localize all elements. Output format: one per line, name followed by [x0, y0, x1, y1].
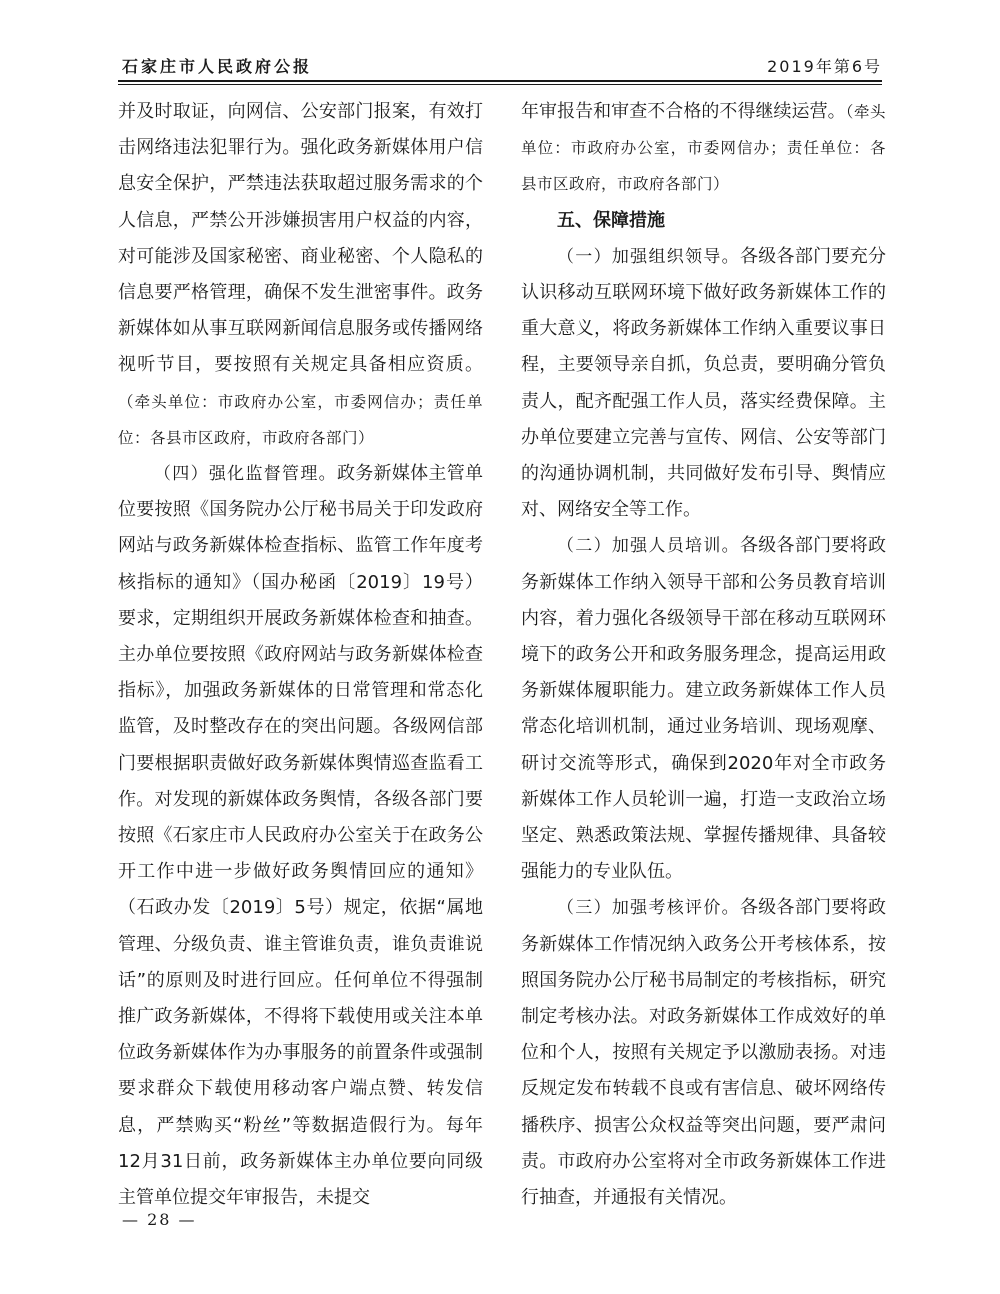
paragraph-text: 年审报告和审查不合格的不得继续运营。: [521, 101, 846, 122]
paragraph-continued: [521, 94, 886, 203]
responsibility-note: （牵头单位：市政府办公室，市委网信办；责任单位：各县市区政府，市政府各部门）: [118, 392, 483, 447]
paragraph-training: [521, 528, 886, 890]
issue-number: 2019年第6号: [767, 57, 882, 76]
paragraph-text: 各级各部门要将政务新媒体工作情况纳入政务公开考核体系，按照国务院办公厅秘书局制定的考核指标，研究制定考核办法。对政务新媒体工作成效好的单位和个人，按照有关规定予以激励表扬。对违反规定发布转载不良或有害信息、破坏网络传播秩序、损害公众权益等突出问题，要严肃问责。市政府办公室将对全市政务新媒体工作进行抽查，并通报有关情况。: [521, 897, 887, 1209]
page-number: — 28 —: [122, 1210, 197, 1229]
paragraph-text: 各级各部门要充分认识移动互联网环境下做好政务新媒体工作的重大意义，将政务新媒体工作纳入重要议事日程，主要领导亲自抓，负总责，要明确分管负责人，配齐配强工作人员，落实经费保障。主办单位要建立完善与宣传、网信、公安等部门的沟通协调机制，共同做好发布引导、舆情应对、网络安全等工作。: [521, 245, 887, 521]
paragraph-continued: [118, 94, 483, 456]
paragraph-text: 各级各部门要将政务新媒体工作纳入领导干部和公务员教育培训内容，着力强化各级领导干部在移动互联网环境下的政务公开和政务服务理念，提高运用政务新媒体履职能力。建立政务新媒体工作人员常态化培训机制，通过业务培训、现场观摩、研讨交流等形式，确保到2020年对全市政务新媒体工作人员轮训一遍，打造一支政治立场坚定、熟悉政策法规、掌握传播规律、具备较强能力的专业队伍。: [521, 535, 887, 883]
responsibility-note: （牵头单位：市政府办公室，市委网信办；责任单位：各县市区政府，市政府各部门）: [521, 103, 886, 194]
header-rule-thin: [118, 84, 882, 85]
section-heading: 五、保障措施: [557, 209, 665, 231]
header-rule: [118, 80, 882, 82]
paragraph-text: 政务新媒体主管单位要按照《国务院办公厅秘书局关于印发政府网站与政务新媒体检查指标、监管工作年度考核指标的通知》（国办秘函〔2019〕19号）要求，定期组织开展政务新媒体检查和抽查。主办单位要按照《政府网站与政务新媒体检查指标》，加强政务新媒体的日常管理和常态化监管，及时整改存在的突出问题。各级网信部门要根据职责做好政务新媒体舆情巡查监看工作。对发现的新媒体政务舆情，各级各部门要按照《石家庄市人民政府办公室关于在政务公开工作中进一步做好政务舆情回应的通知》（石政办发〔2019〕5号）规定，依据“属地管理、分级负责、谁主管谁负责，谁负责谁说话”的原则及时进行回应。任何单位不得强制推广政务新媒体，不得将下载使用或关注本单位政务新媒体作为办事服务的前置条件或强制要求群众下载使用移动客户端点赞、转发信息，严禁购买“粉丝”等数据造假行为。每年12月31日前，政务新媒体主办单位要向同级主管单位提交年审报告，未提交: [118, 463, 484, 1209]
paragraph-text: 并及时取证，向网信、公安部门报案，有效打击网络违法犯罪行为。强化政务新媒体用户信息安全保护，严禁违法获取超过服务需求的个人信息，严禁公开涉嫌损害用户权益的内容，对可能涉及国家秘密、商业秘密、个人隐私的信息要严格管理，确保不发生泄密事件。政务新媒体如从事互联网新闻信息服务或传播网络视听节目，要按照有关规定具备相应资质。: [118, 101, 483, 376]
page-header: [122, 52, 882, 80]
subsection-heading: （四）强化监督管理。: [154, 464, 337, 485]
paragraph-supervision: [118, 456, 483, 1216]
subsection-heading: （三）加强考核评价。: [557, 898, 740, 919]
publication-title: 石家庄市人民政府公报: [122, 57, 313, 76]
right-column: [521, 94, 886, 1216]
paragraph-organization: [521, 239, 886, 529]
subsection-heading: （二）加强人员培训。: [557, 536, 740, 557]
left-column: [118, 94, 483, 1216]
paragraph-assessment: [521, 890, 886, 1216]
subsection-heading: （一）加强组织领导。: [557, 246, 740, 267]
